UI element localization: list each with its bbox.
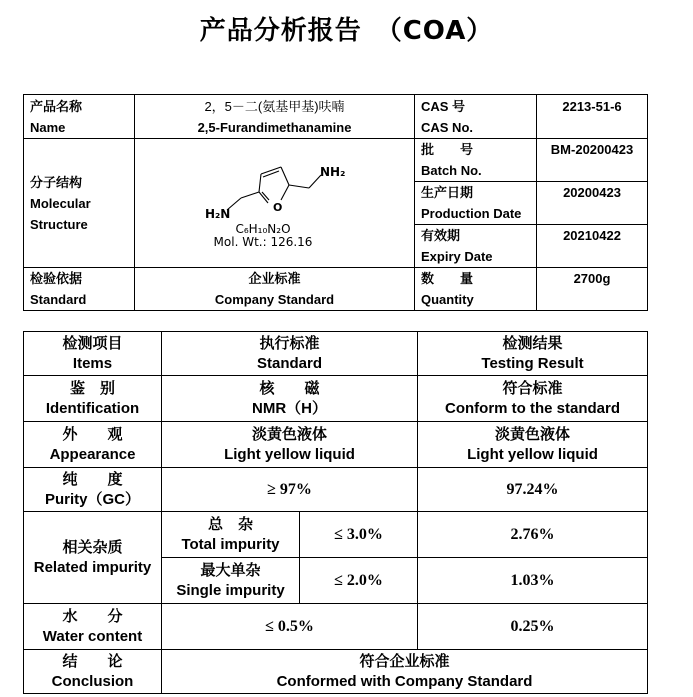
structure-drawing [135,139,415,268]
related-impurity-cn: 相关杂质 [62,538,123,556]
water-row [24,604,648,650]
standard-value [135,268,415,311]
conclusion-row [24,650,648,694]
expiry-label-en: Expiry Date [421,249,493,264]
structure-label-cn: 分子结构 [30,174,83,190]
struct-o-label: O [273,201,283,214]
total-impurity-row [24,512,648,558]
purity-item-en: Purity（GC） [44,490,140,508]
production-label [415,182,537,225]
batch-label [415,139,537,182]
production-label-cn: 生产日期 [421,185,474,200]
name-value-cn: 2，5－二(氨基甲基)呋喃 [204,99,345,114]
purity-row [24,468,648,512]
identification-result [418,376,648,422]
appearance-standard-en: Light yellow liquid [224,445,355,463]
conclusion-value-en: Conformed with Company Standard [276,672,533,690]
test-results-table [23,331,648,694]
quantity-value: 2700g [537,268,648,311]
header-standard-cn: 执行标准 [259,334,320,352]
name-row [24,95,648,139]
name-label [24,95,135,139]
standard-row [24,268,648,311]
header-standard-en: Standard [257,354,323,372]
identification-standard-cn: 核 磁 [259,379,320,397]
conclusion-value-cn: 符合企业标准 [359,652,450,670]
standard-label-cn: 检验依据 [30,271,83,286]
struct-nh2-top: NH₂ [320,165,346,179]
appearance-result-en: Light yellow liquid [467,445,598,463]
structure-label-en1: Molecular [30,195,91,211]
cas-label [415,95,537,139]
total-impurity-en: Total impurity [181,535,280,553]
appearance-standard-cn: 淡黄色液体 [252,425,328,443]
water-item-cn: 水 分 [62,607,123,625]
batch-label-cn: 批 号 [421,142,474,157]
purity-result: 97.24% [418,468,648,512]
page-title [0,10,693,47]
water-item [24,604,162,650]
header-result-cn: 检测结果 [502,334,563,352]
header-standard [162,332,418,376]
molecular-formula: C₆H₁₀N₂O [235,222,291,236]
appearance-item-cn: 外 观 [62,425,123,443]
water-standard: ≤ 0.5% [162,604,418,650]
water-item-en: Water content [42,627,143,645]
single-impurity-cn: 最大单杂 [200,561,261,579]
standard-value-en: Company Standard [214,292,335,307]
quantity-label-cn: 数 量 [421,271,474,286]
title-text: 产品分析报告 [199,16,362,46]
batch-row [24,139,648,182]
batch-value: BM-20200423 [537,139,648,182]
single-impurity-label [162,558,300,604]
name-label-cn: 产品名称 [30,99,83,114]
formula-block [213,223,313,249]
standard-label-en: Standard [30,292,87,307]
cas-label-cn: CAS 号 [421,99,466,114]
appearance-item [24,422,162,468]
batch-label-en: Batch No. [421,163,482,178]
quantity-label-en: Quantity [421,292,474,307]
production-label-en: Production Date [421,206,522,221]
quantity-label [415,268,537,311]
molecular-weight: Mol. Wt.: 126.16 [213,235,313,249]
struct-nh2-left: H₂N [205,207,231,221]
identification-standard [162,376,418,422]
appearance-standard [162,422,418,468]
purity-item [24,468,162,512]
title-suffix: （COA） [375,16,494,46]
single-impurity-standard: ≤ 2.0% [300,558,418,604]
purity-item-cn: 纯 度 [62,470,123,488]
related-impurity-en: Related impurity [33,558,152,576]
identification-item [24,376,162,422]
single-impurity-result: 1.03% [418,558,648,604]
purity-standard: ≥ 97% [162,468,418,512]
expiry-label [415,225,537,268]
expiry-value: 20210422 [537,225,648,268]
name-label-en: Name [30,120,66,135]
identification-result-en: Conform to the standard [445,399,621,417]
total-impurity-label [162,512,300,558]
product-info-table [23,94,648,311]
conclusion-item-en: Conclusion [51,672,134,690]
name-value-en: 2,5-Furandimethanamine [197,120,352,135]
header-items [24,332,162,376]
expiry-label-cn: 有效期 [421,228,461,243]
total-impurity-standard: ≤ 3.0% [300,512,418,558]
cas-label-en: CAS No. [421,120,473,135]
total-impurity-cn: 总 杂 [207,515,253,533]
name-value [135,95,415,139]
conclusion-value [162,650,648,694]
production-value: 20200423 [537,182,648,225]
single-impurity-en: Single impurity [176,581,285,599]
identification-item-cn: 鉴 别 [69,379,115,397]
appearance-result [418,422,648,468]
conclusion-item-cn: 结 论 [62,652,123,670]
standard-value-cn: 企业标准 [248,271,301,286]
water-result: 0.25% [418,604,648,650]
header-items-en: Items [72,354,113,372]
identification-row [24,376,648,422]
cas-value: 2213-51-6 [537,95,648,139]
identification-result-cn: 符合标准 [502,379,563,397]
conclusion-item [24,650,162,694]
appearance-result-cn: 淡黄色液体 [495,425,571,443]
header-result-en: Testing Result [481,354,584,372]
appearance-row [24,422,648,468]
header-row [24,332,648,376]
appearance-item-en: Appearance [49,445,136,463]
total-impurity-result: 2.76% [418,512,648,558]
identification-standard-en: NMR（H） [252,399,327,417]
identification-item-en: Identification [45,399,140,417]
related-impurity-item [24,512,162,604]
structure-label [24,139,135,268]
structure-label-en2: Structure [30,216,88,232]
header-items-cn: 检测项目 [62,334,123,352]
header-result [418,332,648,376]
standard-label [24,268,135,311]
